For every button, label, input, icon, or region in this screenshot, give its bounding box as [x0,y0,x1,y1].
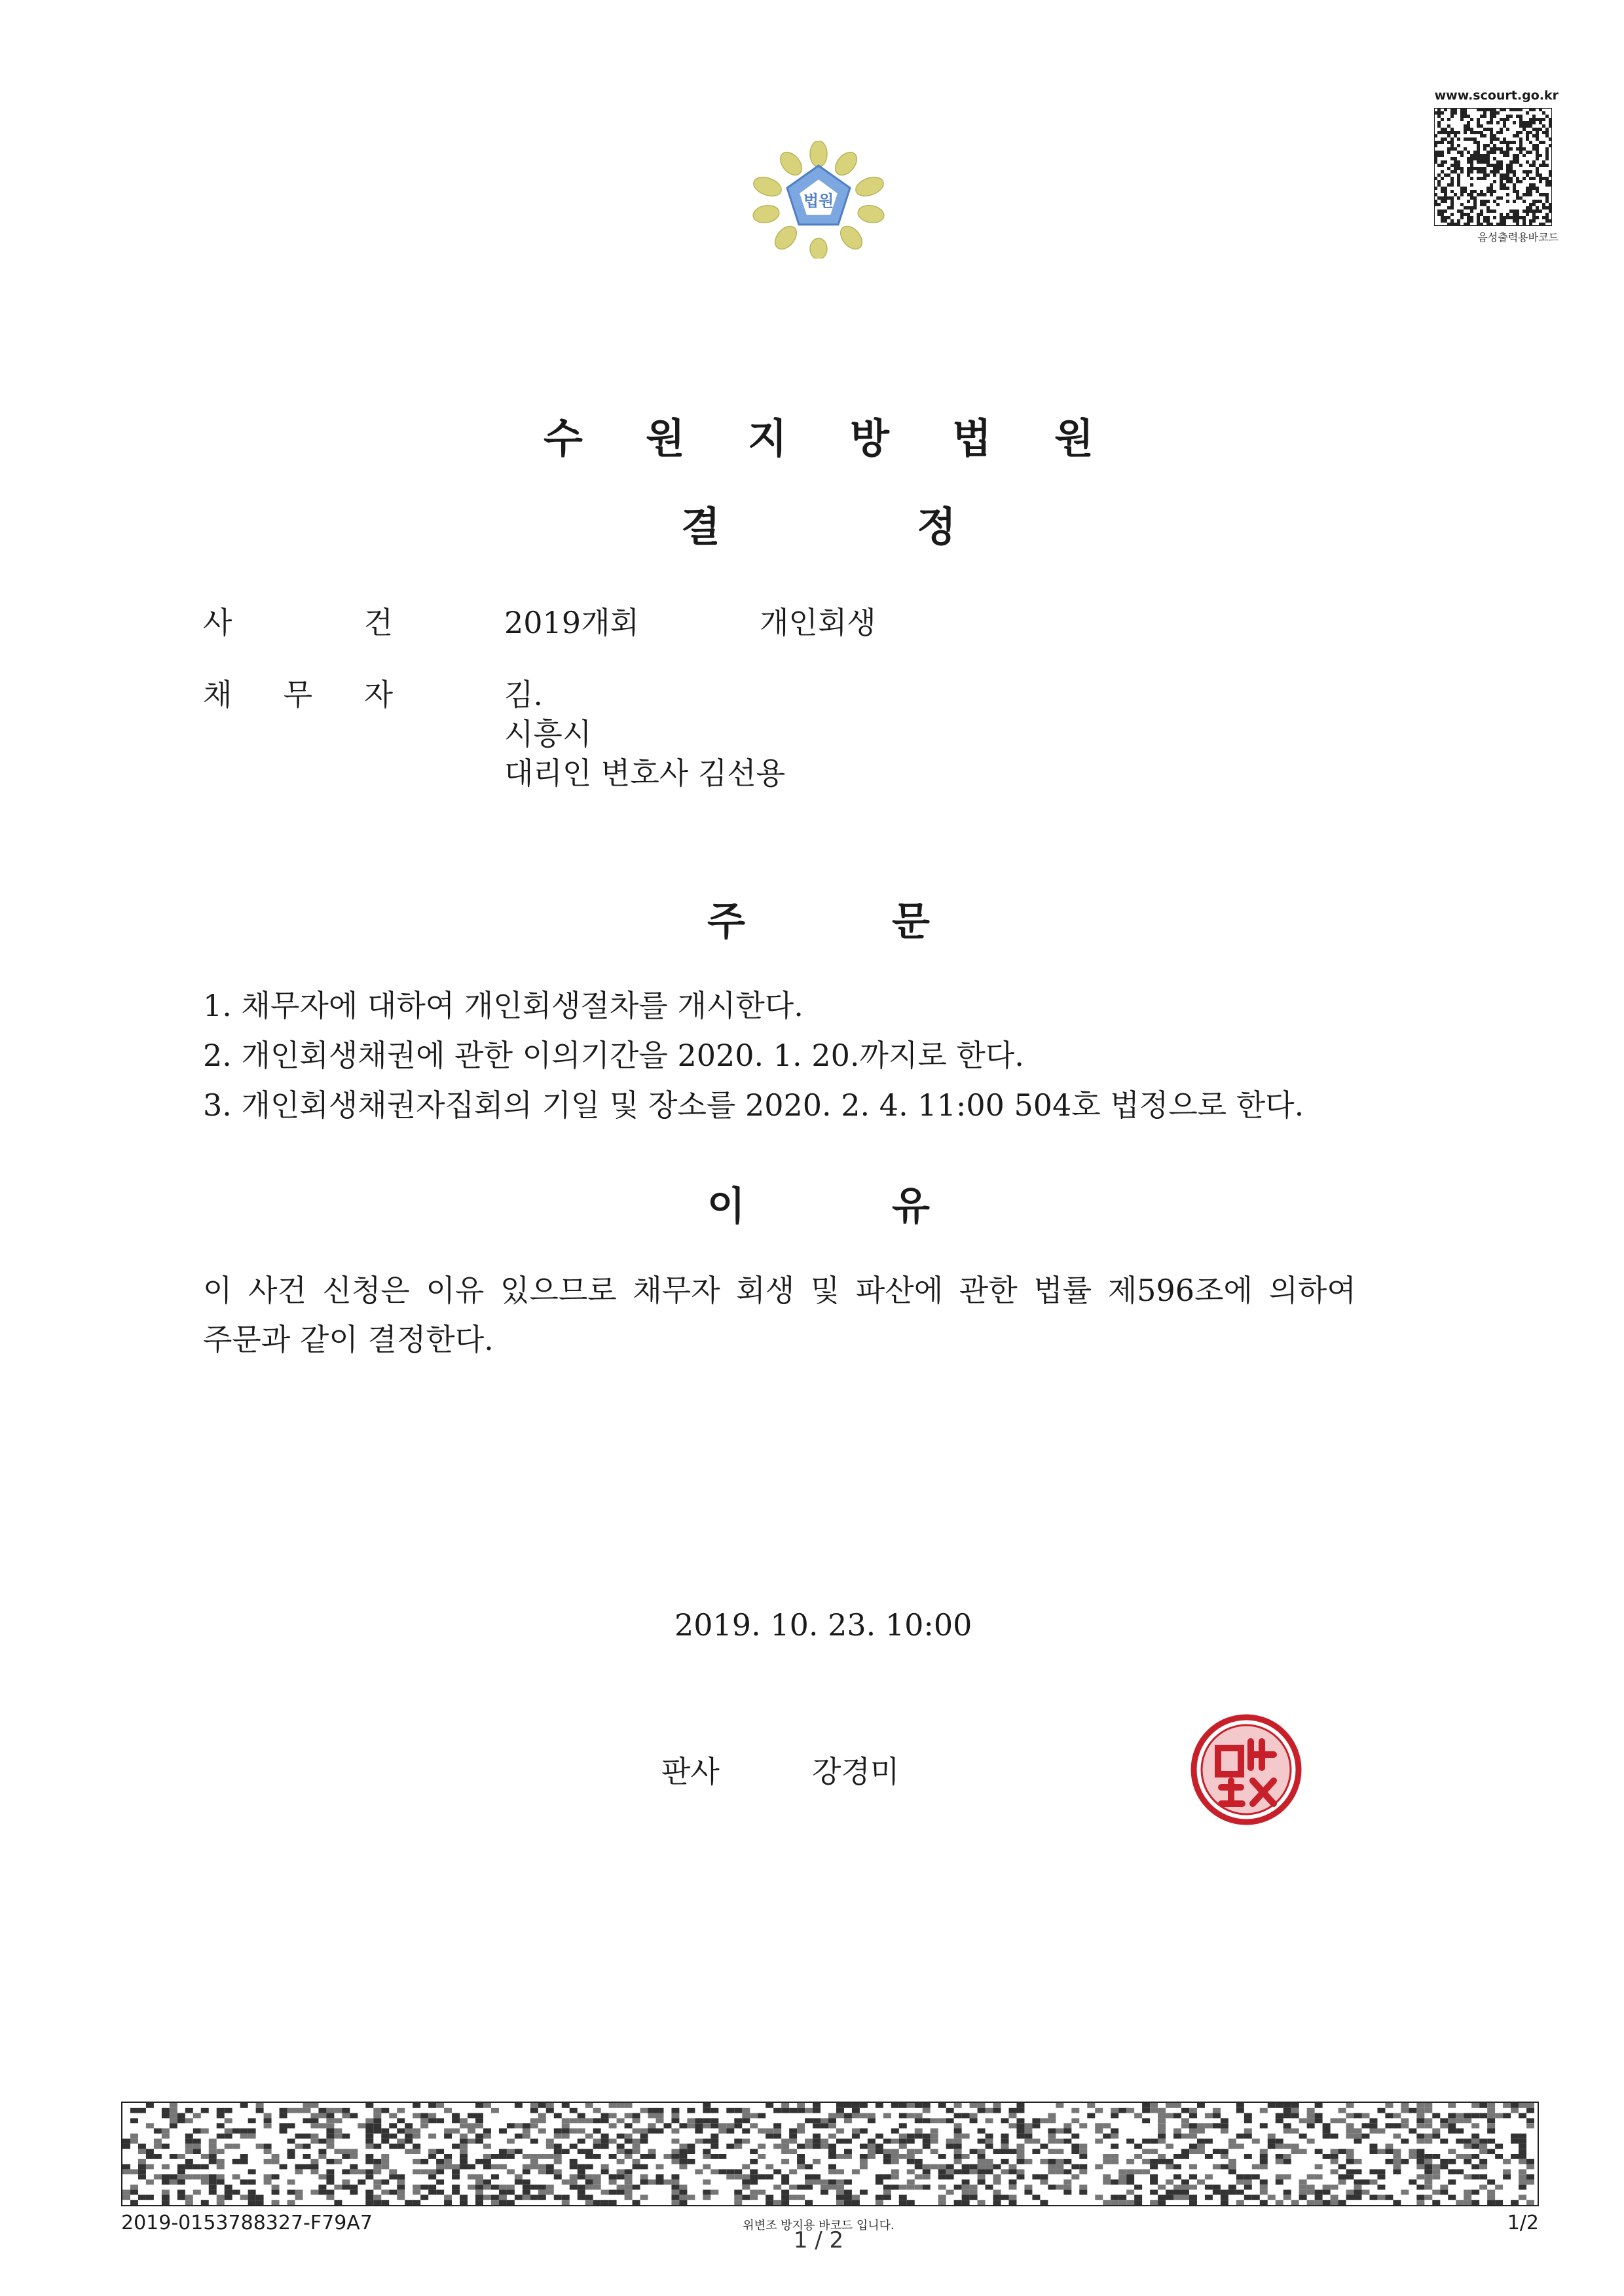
order-heading [707,890,930,947]
court-name-char: 원 [1054,414,1094,462]
case-label-char: 사 [203,605,232,640]
judge-seal-icon [1189,1712,1303,1827]
page-number-center: 1 / 2 [793,2227,844,2253]
court-name [544,406,1094,464]
debtor-label-char: 채 [203,677,232,712]
reason-heading [707,1175,930,1231]
order-item: 3. 개인회생채권자집회의 기일 및 장소를 2020. 2. 4. 11:00 504호 법정으로 한다. [203,1087,1304,1123]
doc-title-char: 정 [917,503,956,551]
court-name-char: 수 [544,414,583,462]
debtor-name: 김. [504,677,544,712]
judge-title: 판사 [661,1754,720,1789]
debtor-address: 시흥시 [504,716,592,752]
emblem-text: 법원 [803,192,834,210]
decision-date: 2019. 10. 23. 10:00 [674,1607,972,1643]
barcode-caption: 위변조 방지용 바코드 입니다. [743,2219,895,2232]
debtor-agent: 대리인 변호사 김선용 [504,756,786,791]
doc-title-char: 결 [681,503,720,551]
order-item: 1. 채무자에 대하여 개인회생절차를 개시한다. [203,988,803,1023]
debtor-label [203,671,393,714]
reason-text: 이 사건 신청은 이유 있으므로 채무자 회생 및 파산에 관한 법률 제596조에 의하여 [203,1273,1356,1308]
reason-heading-char: 유 [892,1184,930,1230]
case-label-char: 건 [363,605,393,640]
qr-url: www.scourt.go.kr [1434,88,1559,103]
order-heading-char: 문 [892,899,930,945]
order-heading-char: 주 [707,899,745,945]
court-name-char: 방 [850,414,889,462]
order-item: 2. 개인회생채권에 관한 이의기간을 2020. 1. 20.까지로 한다. [203,1038,1024,1073]
anti-forgery-barcode-icon [121,2102,1539,2206]
document-number: 2019-0153788327-F79A7 [121,2212,373,2234]
case-type: 개인회생 [760,605,876,640]
debtor-label-char: 자 [363,677,393,712]
case-number: 2019개회 [504,605,639,640]
qr-code-icon [1434,108,1552,226]
reason-text: 주문과 같이 결정한다. [203,1322,494,1357]
court-name-char: 지 [748,414,787,462]
court-name-char: 법 [952,414,991,462]
qr-caption: 음성출력용바코드 [1477,231,1559,244]
court-emblem-icon [740,141,897,259]
debtor-label-char: 무 [283,677,313,712]
reason-heading-char: 이 [707,1184,745,1230]
doc-title [681,494,956,553]
court-name-char: 원 [646,414,685,462]
page-number-right: 1/2 [1507,2212,1539,2234]
judge-name: 강경미 [812,1754,900,1789]
case-label [203,599,393,642]
